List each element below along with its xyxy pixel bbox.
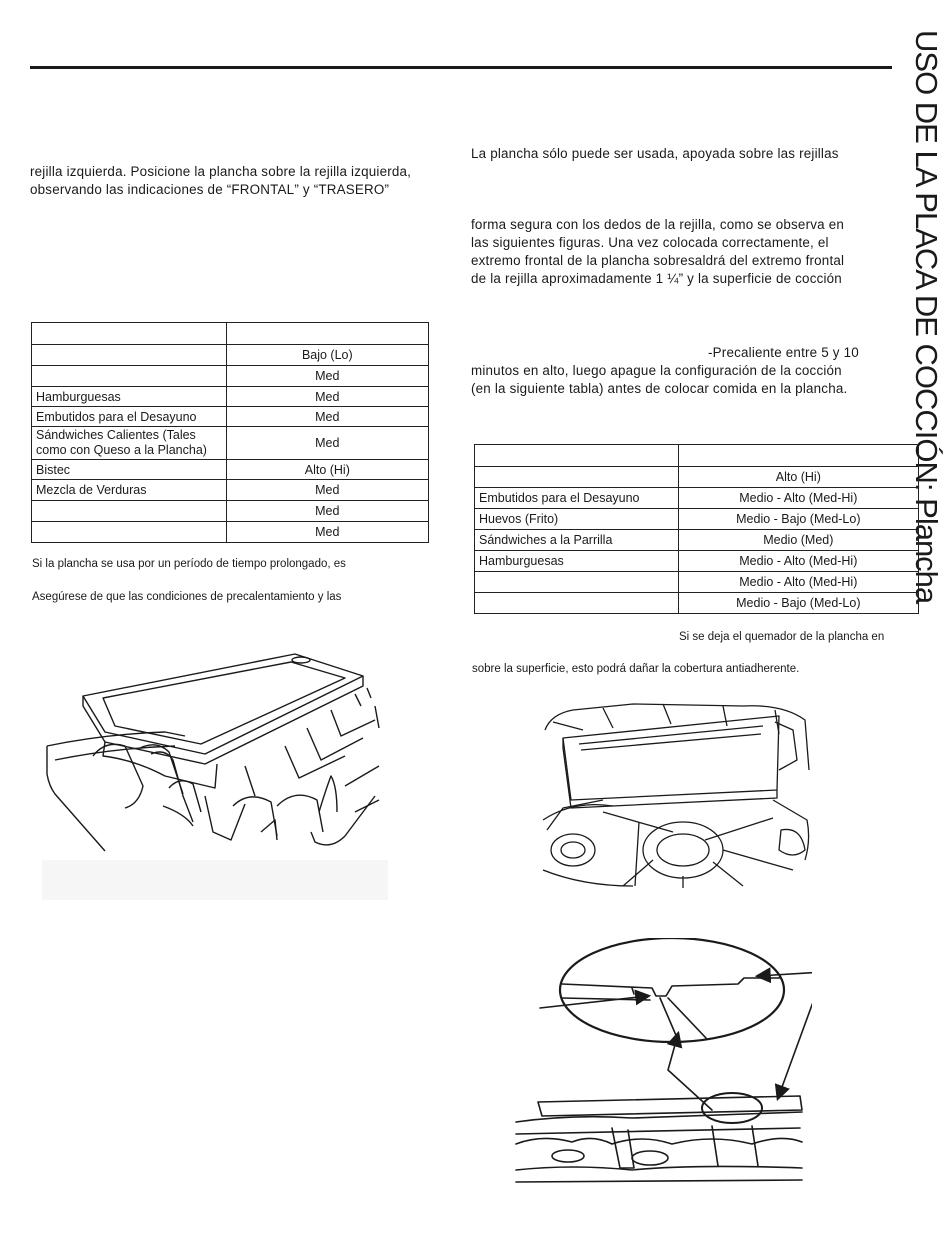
setting-cell: Med — [226, 427, 428, 460]
right-warning-1: Si se deja el quemador de la plancha en — [679, 631, 885, 643]
header-rule — [30, 66, 892, 69]
table-row — [475, 467, 919, 488]
food-cell: Embutidos para el Desayuno — [475, 488, 679, 509]
food-cell: Embutidos para el Desayuno — [32, 407, 227, 427]
figure-caption-box — [42, 860, 388, 900]
table-row — [32, 460, 429, 480]
right-paragraph-3-line-3: (en la siguiente tabla) antes de colocar comida en la plancha. — [471, 381, 848, 396]
food-cell: Mezcla de Verduras — [32, 480, 227, 501]
setting-cell: Med — [226, 387, 428, 407]
right-paragraph-2-line-4: de la rejilla aproximadamente 1 ¼” y la superficie de cocción — [471, 271, 842, 286]
food-cell — [32, 522, 227, 543]
setting-cell: Med — [226, 501, 428, 522]
food-cell — [32, 345, 227, 366]
griddle-on-grate-illustration — [543, 700, 811, 888]
right-paragraph-2-line-3: extremo frontal de la plancha sobresaldrá del extremo frontal — [471, 253, 845, 268]
food-cell — [32, 366, 227, 387]
food-cell: Hamburguesas — [32, 387, 227, 407]
left-intro-line-1: rejilla izquierda. Posicione la plancha sobre la rejilla izquierda, — [30, 164, 412, 179]
food-cell — [32, 501, 227, 522]
table-row — [32, 366, 429, 387]
table-row — [32, 480, 429, 501]
food-cell — [475, 572, 679, 593]
table-row — [475, 551, 919, 572]
table-row — [475, 593, 919, 614]
right-paragraph-3-line-2: minutos en alto, luego apague la configuración de la cocción — [471, 363, 842, 378]
food-cell: Bistec — [32, 460, 227, 480]
table-row — [32, 407, 429, 427]
table-row — [32, 522, 429, 543]
setting-cell: Alto (Hi) — [226, 460, 428, 480]
food-cell: Huevos (Frito) — [475, 509, 679, 530]
setting-cell: Med — [226, 480, 428, 501]
right-paragraph-1: La plancha sólo puede ser usada, apoyada sobre las rejillas — [471, 146, 839, 161]
setting-cell: Medio - Bajo (Med-Lo) — [678, 593, 918, 614]
table-row — [32, 387, 429, 407]
section-title-text: USO DE LA PLACA DE COCCIÓN: Plancha — [909, 30, 944, 604]
table-row — [32, 345, 429, 366]
right-paragraph-2-line-2: las siguientes figuras. Una vez colocada correctamente, el — [471, 235, 829, 250]
right-cooking-table — [474, 444, 919, 614]
food-cell — [475, 467, 679, 488]
food-cell: Hamburguesas — [475, 551, 679, 572]
setting-cell: Med — [226, 407, 428, 427]
left-note-2: Asegúrese de que las condiciones de precalentamiento y las — [32, 591, 342, 603]
setting-cell: Medio (Med) — [678, 530, 918, 551]
setting-cell: Bajo (Lo) — [226, 345, 428, 366]
right-paragraph-3-line-1: -Precaliente entre 5 y 10 — [708, 345, 859, 360]
table-row — [475, 530, 919, 551]
food-cell: Sándwiches a la Parrilla — [475, 530, 679, 551]
table-row — [475, 509, 919, 530]
griddle-on-range-illustration — [45, 636, 381, 852]
left-intro-line-2: observando las indicaciones de “FRONTAL” y “TRASERO” — [30, 182, 390, 197]
griddle-fit-detail-illustration — [512, 938, 812, 1188]
left-cooking-table — [31, 322, 429, 543]
table-row — [32, 427, 429, 460]
table-header-cell — [475, 445, 679, 467]
table-header-cell — [678, 445, 918, 467]
setting-cell: Medio - Alto (Med-Hi) — [678, 572, 918, 593]
right-paragraph-2-line-1: forma segura con los dedos de la rejilla, como se observa en — [471, 217, 844, 232]
table-header-cell — [32, 323, 227, 345]
table-row — [475, 572, 919, 593]
food-cell — [475, 593, 679, 614]
setting-cell: Med — [226, 522, 428, 543]
left-note-1: Si la plancha se usa por un período de tiempo prolongado, es — [32, 558, 346, 570]
table-header-row — [32, 323, 429, 345]
food-cell: Sándwiches Calientes (Tales como con Queso a la Plancha) — [32, 427, 227, 460]
setting-cell: Medio - Alto (Med-Hi) — [678, 488, 918, 509]
table-header-row — [475, 445, 919, 467]
table-header-cell — [226, 323, 428, 345]
setting-cell: Med — [226, 366, 428, 387]
setting-cell: Alto (Hi) — [678, 467, 918, 488]
table-row — [475, 488, 919, 509]
table-row — [32, 501, 429, 522]
right-warning-2: sobre la superficie, esto podrá dañar la cobertura antiadherente. — [472, 663, 800, 675]
setting-cell: Medio - Alto (Med-Hi) — [678, 551, 918, 572]
setting-cell: Medio - Bajo (Med-Lo) — [678, 509, 918, 530]
